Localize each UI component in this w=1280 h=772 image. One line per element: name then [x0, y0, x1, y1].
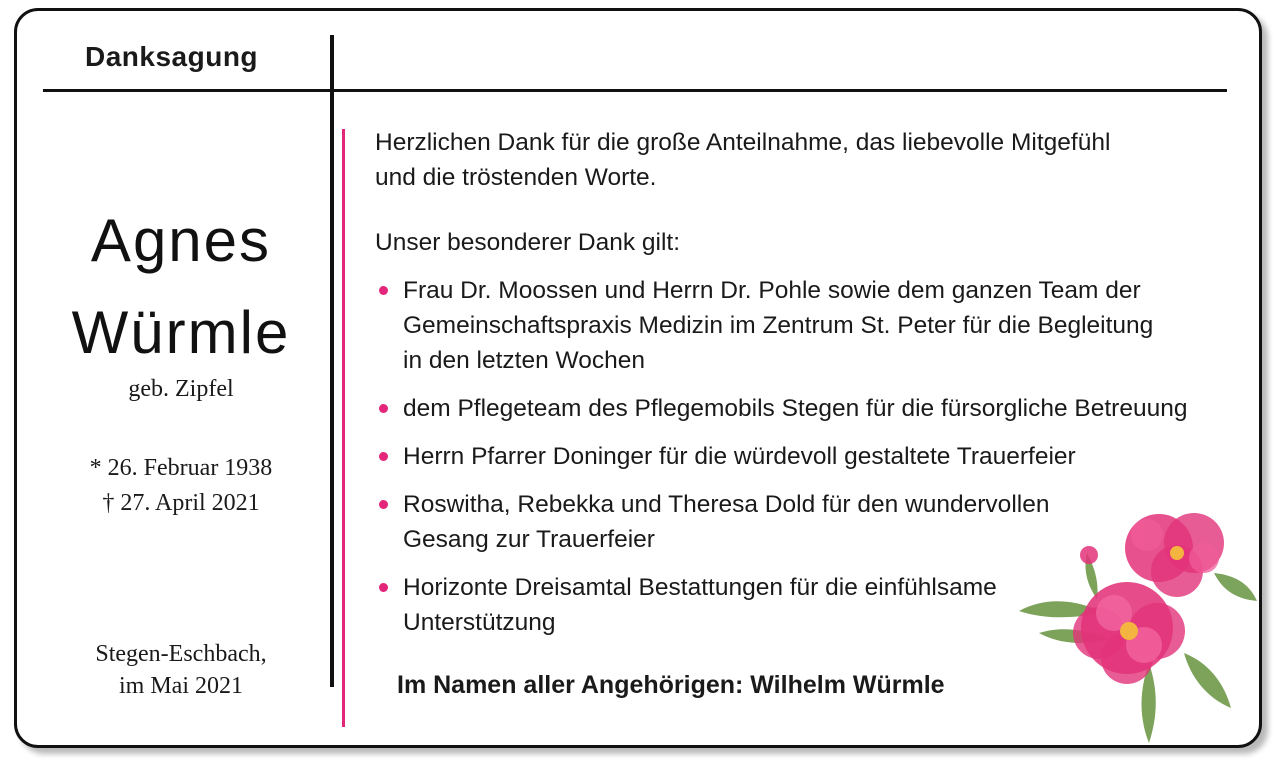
list-item-line: Horizonte Dreisamtal Bestattungen für die einfühlsame — [403, 574, 997, 601]
list-item-line: in den letzten Wochen — [403, 347, 645, 374]
place: Stegen-Eschbach, — [95, 641, 267, 667]
list-item — [375, 391, 1235, 426]
intro-line: Herzlichen Dank für die große Anteilnahme, das liebevolle Mitgefühl — [375, 129, 1111, 156]
list-item — [375, 439, 1235, 474]
bullet-icon — [379, 286, 388, 295]
list-item-line: Unterstützung — [403, 609, 556, 636]
death-date: † 27. April 2021 — [102, 490, 260, 516]
accent-divider — [342, 129, 345, 727]
list-item-line: dem Pflegeteam des Pflegemobils Stegen für die fürsorgliche Betreuung — [403, 395, 1188, 422]
life-dates — [33, 451, 329, 521]
list-item-line: Gemeinschaftspraxis Medizin im Zentrum St. Peter für die Begleitung — [403, 312, 1154, 339]
bullet-icon — [379, 452, 388, 461]
intro-line: und die tröstenden Worte. — [375, 164, 657, 191]
bullet-icon — [379, 404, 388, 413]
birth-name: geb. Zipfel — [128, 376, 234, 402]
birth-date: * 26. Februar 1938 — [89, 455, 273, 481]
list-item-line: Gesang zur Trauerfeier — [403, 526, 655, 553]
first-name: Agnes — [90, 207, 272, 274]
last-name: Würmle — [71, 299, 291, 366]
list-item-line: Roswitha, Rebekka und Theresa Dold für den wundervollen — [403, 491, 1050, 518]
bullet-icon — [379, 583, 388, 592]
peony-flower-icon — [1009, 513, 1259, 745]
place-and-date — [33, 638, 329, 702]
obituary-card — [14, 8, 1262, 748]
signature: Im Namen aller Angehörigen: Wilhelm Würmle — [397, 671, 945, 699]
list-item-line: Herrn Pfarrer Doninger für die würdevoll gestaltete Trauerfeier — [403, 443, 1076, 470]
bullet-icon — [379, 500, 388, 509]
lead-text: Unser besonderer Dank gilt: — [375, 229, 681, 256]
list-item-line: Frau Dr. Moossen und Herrn Dr. Pohle sowie dem ganzen Team der — [403, 277, 1141, 304]
horizontal-divider — [43, 89, 1227, 92]
list-item — [375, 273, 1235, 378]
deceased-name — [33, 195, 329, 379]
header-label: Danksagung — [85, 41, 259, 72]
vertical-divider — [330, 35, 334, 687]
date: im Mai 2021 — [119, 673, 243, 699]
intro-text — [375, 125, 1235, 195]
